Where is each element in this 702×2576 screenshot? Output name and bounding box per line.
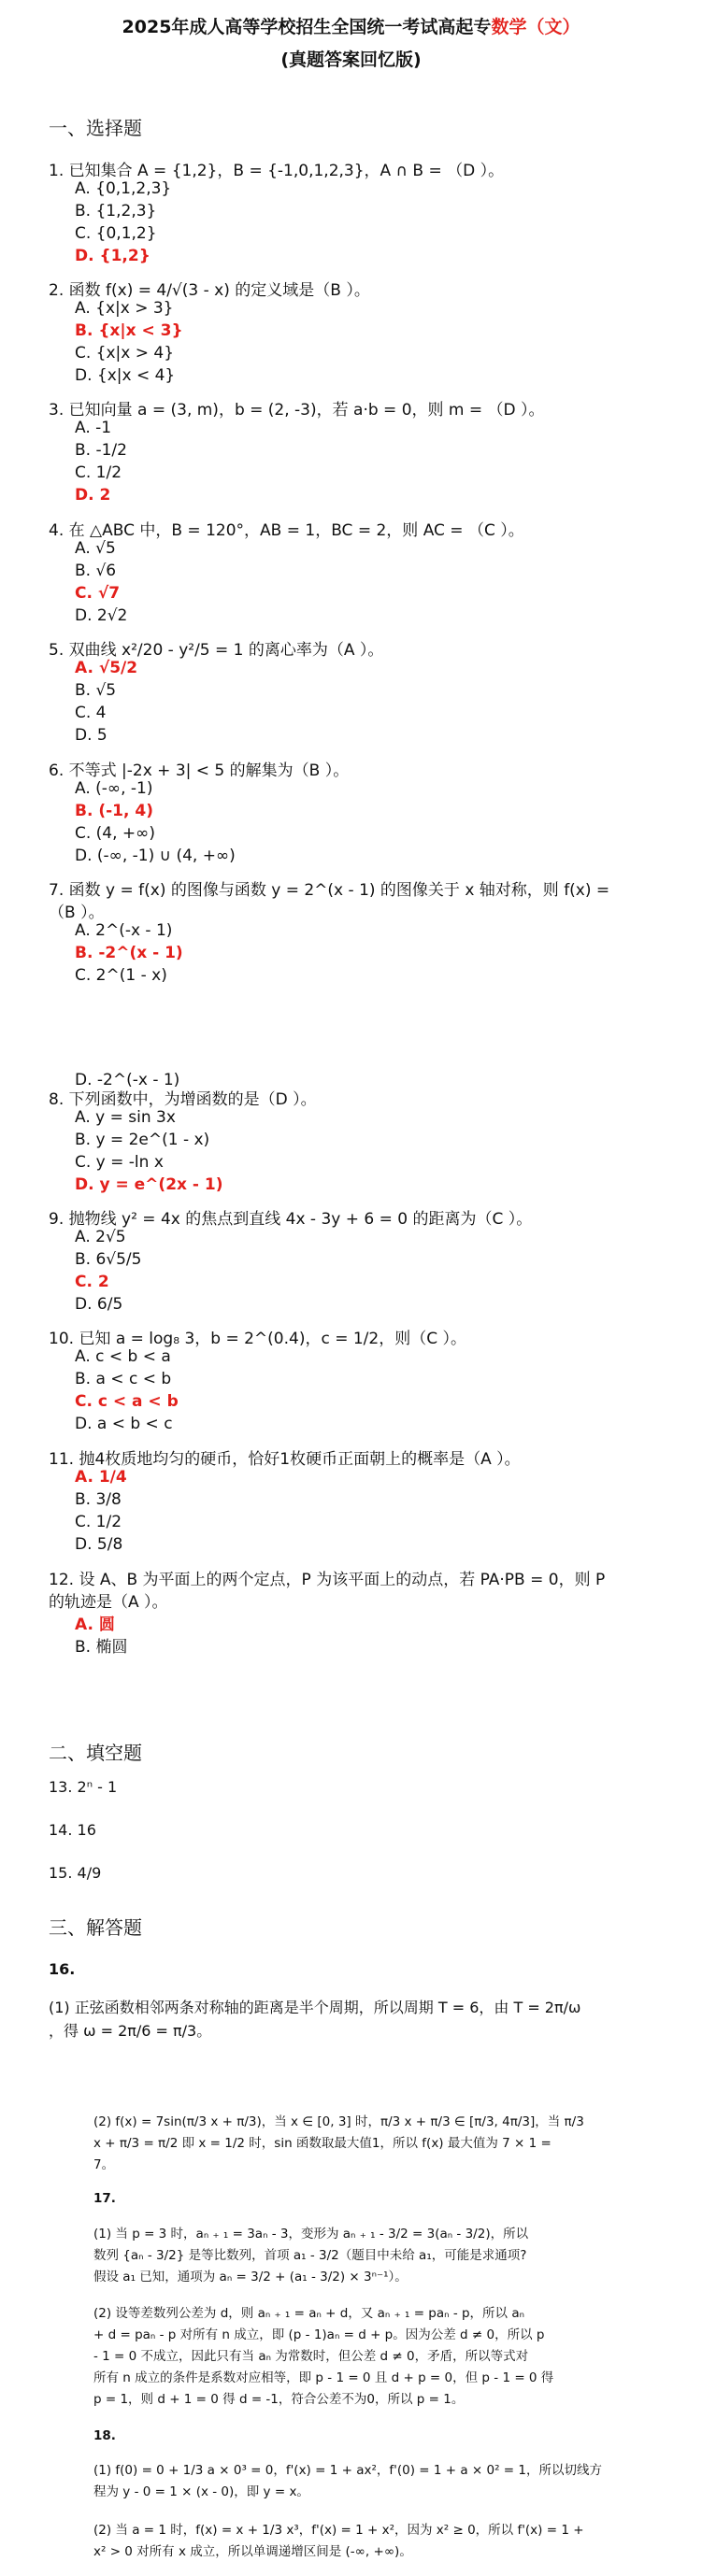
- answer-option: A. -1: [75, 419, 112, 437]
- question-stem: 4. 在 △ABC 中，B = 120°，AB = 1，BC = 2，则 AC = （C ）。: [49, 521, 524, 540]
- answer-option: A. (-∞, -1): [75, 779, 153, 798]
- question-stem: 3. 已知向量 a = (3, m)，b = (2, -3)，若 a·b = 0，则 m = （D ）。: [49, 401, 545, 420]
- q18-part2-line: (2) 当 a = 1 时，f(x) = x + 1/3 x³，f'(x) = 1 + x²，因为 x² ≥ 0，所以 f'(x) = 1 +: [93, 2523, 584, 2538]
- answer-option: D. 5: [75, 726, 107, 745]
- question-18-label: 18.: [93, 2428, 116, 2443]
- question-stem-continued: （B ）。: [49, 904, 105, 922]
- answer-option-correct: D. 2: [75, 486, 111, 505]
- answer-option: A. {x|x > 3}: [75, 299, 174, 318]
- fill-answer: 15. 4/9: [49, 1864, 102, 1882]
- question-stem: 6. 不等式 |-2x + 3| < 5 的解集为（B ）。: [49, 761, 350, 780]
- answer-option: A. 2^(-x - 1): [75, 921, 173, 940]
- answer-option: B. {1,2,3}: [75, 202, 157, 221]
- answer-option-correct: C. 2: [75, 1273, 109, 1291]
- q18-part1-line: (1) f(0) = 0 + 1/3 a × 0³ = 0，f'(x) = 1 + ax²，f'(0) = 1 + a × 0² = 1，所以切线方: [93, 2463, 602, 2478]
- question-stem-continued: 的轨迹是（A ）。: [49, 1593, 168, 1612]
- section-choice-heading: 一、选择题: [49, 117, 142, 139]
- question-17-label: 17.: [93, 2191, 116, 2206]
- answer-option: B. 椭圆: [75, 1638, 128, 1657]
- answer-option-correct: D. {1,2}: [75, 247, 150, 265]
- answer-option: D. -2^(-x - 1): [75, 1071, 180, 1089]
- answer-option: C. 4: [75, 704, 107, 722]
- q16-part2-line: (2) f(x) = 7sin(π/3 x + π/3)，当 x ∈ [0, 3] 时，π/3 x + π/3 ∈ [π/3, 4π/3]，当 π/3: [93, 2114, 584, 2129]
- question-stem: 7. 函数 y = f(x) 的图像与函数 y = 2^(x - 1) 的图像关于 x 轴对称，则 f(x) =: [49, 881, 610, 900]
- q16-part1-line: (1) 正弦函数相邻两条对称轴的距离是半个周期，所以周期 T = 6，由 T = 2π/ω: [49, 1999, 581, 2016]
- answer-option-correct: C. √7: [75, 584, 121, 603]
- question-stem: 9. 抛物线 y² = 4x 的焦点到直线 4x - 3y + 6 = 0 的距离为（C ）。: [49, 1210, 533, 1229]
- answer-option: B. 6√5/5: [75, 1250, 142, 1269]
- q17-part1-line: 假设 a₁ 已知，通项为 aₙ = 3/2 + (a₁ - 3/2) × 3ⁿ⁻¹）。: [93, 2270, 408, 2284]
- section-solve-heading: 三、解答题: [49, 1916, 142, 1939]
- q17-part1-line: 数列 {aₙ - 3/2} 是等比数列，首项 a₁ - 3/2（题目中未给 a₁，可能是求通项?: [93, 2248, 527, 2263]
- q17-part2-line: 所有 n 成立的条件是系数对应相等，即 p - 1 = 0 且 d + p = 0，但 p - 1 = 0 得: [93, 2370, 554, 2385]
- answer-option: B. a < c < b: [75, 1370, 172, 1388]
- answer-option: A. c < b < a: [75, 1347, 171, 1366]
- answer-option: B. -1/2: [75, 441, 127, 460]
- question-stem: 2. 函数 f(x) = 4/√(3 - x) 的定义域是（B ）。: [49, 281, 370, 300]
- answer-option-correct: D. y = e^(2x - 1): [75, 1175, 223, 1194]
- q17-part1-line: (1) 当 p = 3 时，aₙ ₊ ₁ = 3aₙ - 3，变形为 aₙ ₊ ₁ - 3/2 = 3(aₙ - 3/2)，所以: [93, 2227, 529, 2242]
- question-stem: 8. 下列函数中，为增函数的是（D ）。: [49, 1090, 317, 1109]
- q18-part1-line: 程为 y - 0 = 1 × (x - 0)，即 y = x。: [93, 2484, 309, 2499]
- question-stem: 10. 已知 a = log₈ 3，b = 2^(0.4)，c = 1/2，则（C ）。: [49, 1330, 466, 1348]
- answer-option: C. {x|x > 4}: [75, 344, 175, 363]
- answer-option: A. √5: [75, 539, 116, 558]
- answer-option: D. {x|x < 4}: [75, 366, 176, 385]
- page-subtitle: (真题答案回忆版): [280, 50, 422, 70]
- question-16-label: 16.: [49, 1960, 76, 1978]
- answer-option-correct: C. c < a < b: [75, 1392, 179, 1411]
- answer-option: D. a < b < c: [75, 1415, 173, 1433]
- answer-option: A. y = sin 3x: [75, 1108, 176, 1127]
- answer-option: A. {0,1,2,3}: [75, 179, 172, 198]
- answer-option-correct: B. {x|x < 3}: [75, 321, 183, 340]
- section-fill-heading: 二、填空题: [49, 1742, 142, 1764]
- q18-part2-line: x² > 0 对所有 x 成立，所以单调递增区间是 (-∞, +∞)。: [93, 2544, 412, 2559]
- answer-option: B. √5: [75, 681, 117, 700]
- title-prefix: 2025年成人高等学校招生全国统一考试高起专: [122, 17, 492, 37]
- answer-option: D. 2√2: [75, 606, 128, 625]
- q16-part2-line: x + π/3 = π/2 即 x = 1/2 时，sin 函数取最大值1，所以 f(x) 最大值为 7 × 1 =: [93, 2136, 552, 2151]
- question-stem: 1. 已知集合 A = {1,2}，B = {-1,0,1,2,3}，A ∩ B = （D ）。: [49, 162, 505, 180]
- q16-part1-line: ，得 ω = 2π/6 = π/3。: [49, 2022, 212, 2040]
- answer-option: A. 2√5: [75, 1228, 126, 1246]
- answer-option: C. y = -ln x: [75, 1153, 164, 1172]
- page-title: [0, 13, 702, 38]
- answer-option-correct: B. (-1, 4): [75, 802, 153, 820]
- q17-part2-line: - 1 = 0 不成立，因此只有当 aₙ 为常数时，但公差 d ≠ 0，矛盾，所以等式对: [93, 2349, 529, 2364]
- question-stem: 11. 抛4枚质地均匀的硬币，恰好1枚硬币正面朝上的概率是（A ）。: [49, 1450, 521, 1469]
- question-stem: 5. 双曲线 x²/20 - y²/5 = 1 的离心率为（A ）。: [49, 641, 384, 660]
- answer-option-correct: B. -2^(x - 1): [75, 944, 183, 962]
- title-subject: 数学（文）: [491, 17, 580, 37]
- answer-option: B. y = 2e^(1 - x): [75, 1131, 210, 1149]
- answer-option: C. {0,1,2}: [75, 224, 157, 243]
- answer-option: C. 1/2: [75, 1513, 122, 1531]
- answer-option: C. 2^(1 - x): [75, 966, 167, 985]
- answer-option: D. 6/5: [75, 1295, 123, 1314]
- q16-part2-line: 7。: [93, 2157, 115, 2172]
- question-stem: 12. 设 A、B 为平面上的两个定点，P 为该平面上的动点，若 PA·PB = 0，则 P: [49, 1571, 606, 1589]
- fill-answer: 13. 2ⁿ - 1: [49, 1778, 118, 1796]
- answer-option-correct: A. √5/2: [75, 659, 138, 677]
- answer-option: B. 3/8: [75, 1490, 122, 1509]
- answer-option-correct: A. 圆: [75, 1615, 115, 1634]
- answer-option: D. (-∞, -1) ∪ (4, +∞): [75, 847, 236, 865]
- answer-option: C. 1/2: [75, 463, 122, 482]
- q17-part2-line: (2) 设等差数列公差为 d，则 aₙ ₊ ₁ = aₙ + d，又 aₙ ₊ ₁ = paₙ - p，所以 aₙ: [93, 2306, 524, 2321]
- answer-option: B. √6: [75, 562, 117, 580]
- q17-part2-line: + d = paₙ - p 对所有 n 成立，即 (p - 1)aₙ = d + p。因为公差 d ≠ 0，所以 p: [93, 2327, 545, 2342]
- q17-part2-line: p = 1，则 d + 1 = 0 得 d = -1，符合公差不为0，所以 p = 1。: [93, 2392, 465, 2407]
- answer-option: C. (4, +∞): [75, 824, 155, 843]
- fill-answer: 14. 16: [49, 1821, 96, 1839]
- answer-option: D. 5/8: [75, 1535, 123, 1554]
- answer-option-correct: A. 1/4: [75, 1468, 127, 1487]
